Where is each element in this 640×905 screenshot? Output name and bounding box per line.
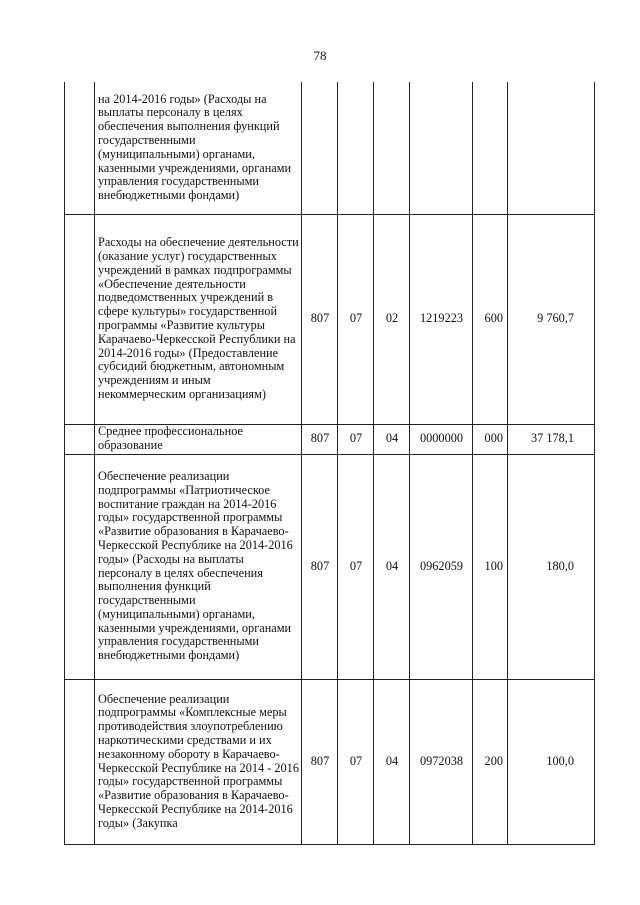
section-code-cell: 07 <box>338 424 374 454</box>
ministry-code-cell: 807 <box>302 679 338 844</box>
subsection-code-cell: 04 <box>374 679 410 844</box>
expense-type-cell: 000 <box>473 424 508 454</box>
section-code-cell <box>338 82 374 214</box>
table-row <box>65 424 595 454</box>
table-row <box>65 214 595 424</box>
table-row <box>65 454 595 679</box>
row-number-cell <box>65 454 95 679</box>
amount-cell: 180,0 <box>508 454 595 679</box>
row-number-cell <box>65 424 95 454</box>
subsection-code-cell: 02 <box>374 214 410 424</box>
ministry-code-cell: 807 <box>302 454 338 679</box>
subsection-code-cell: 04 <box>374 424 410 454</box>
expense-type-cell: 200 <box>473 679 508 844</box>
amount-cell: 37 178,1 <box>508 424 595 454</box>
ministry-code-cell: 807 <box>302 424 338 454</box>
target-article-cell <box>410 82 473 214</box>
table-row <box>65 82 595 214</box>
row-number-cell <box>65 679 95 844</box>
subsection-code-cell: 04 <box>374 454 410 679</box>
ministry-code-cell: 807 <box>302 214 338 424</box>
row-number-cell <box>65 214 95 424</box>
table-row <box>65 679 595 844</box>
row-number-cell <box>65 82 95 214</box>
amount-cell: 100,0 <box>508 679 595 844</box>
amount-cell: 9 760,7 <box>508 214 595 424</box>
section-code-cell: 07 <box>338 454 374 679</box>
ministry-code-cell <box>302 82 338 214</box>
expense-type-cell <box>473 82 508 214</box>
budget-table <box>64 82 595 845</box>
target-article-cell: 1219223 <box>410 214 473 424</box>
expense-name-cell: на 2014-2016 годы» (Расходы на выплаты персоналу в целях обеспечения выполнения функций государственными (муниципальными) органами, казенными учреждениями, органами управления государственными внебюджетными фондами) <box>95 82 302 214</box>
expense-name-cell: Обеспечение реализации подпрограммы «Комплексные меры противодействия злоупотреблению наркотическими средствами и их незаконному обороту в Карачаево-Черкесской Республике на 2014 - 2016 годы» государственной программы «Развитие образования в Карачаево-Черкесской Республике на 2014-2016 годы» (Закупка <box>95 679 302 844</box>
expense-type-cell: 600 <box>473 214 508 424</box>
target-article-cell: 0962059 <box>410 454 473 679</box>
expense-name-cell: Расходы на обеспечение деятельности (оказание услуг) государственных учреждений в рамках подпрограммы «Обеспечение деятельности подведомственных учреждений в сфере культуры» государственной программы «Развитие культуры Карачаево-Черкесской Республики на 2014-2016 годы» (Предоставление субсидий бюджетным, автономным учреждениям и иным некоммерческим организациям) <box>95 214 302 424</box>
target-article-cell: 0000000 <box>410 424 473 454</box>
section-code-cell: 07 <box>338 214 374 424</box>
target-article-cell: 0972038 <box>410 679 473 844</box>
expense-name-cell: Обеспечение реализации подпрограммы «Патриотическое воспитание граждан на 2014-2016 годы» государственной программы «Развитие образования в Карачаево-Черкесской Республике на 2014-2016 годы» (Расходы на выплаты персоналу в целях обеспечения выполнения функций государственными (муниципальными) органами, казенными учреждениями, органами управления государственными внебюджетными фондами) <box>95 454 302 679</box>
expense-name-cell: Среднее профессиональное образование <box>95 424 302 454</box>
expense-type-cell: 100 <box>473 454 508 679</box>
section-code-cell: 07 <box>338 679 374 844</box>
amount-cell <box>508 82 595 214</box>
page-number: 78 <box>313 48 327 63</box>
subsection-code-cell <box>374 82 410 214</box>
